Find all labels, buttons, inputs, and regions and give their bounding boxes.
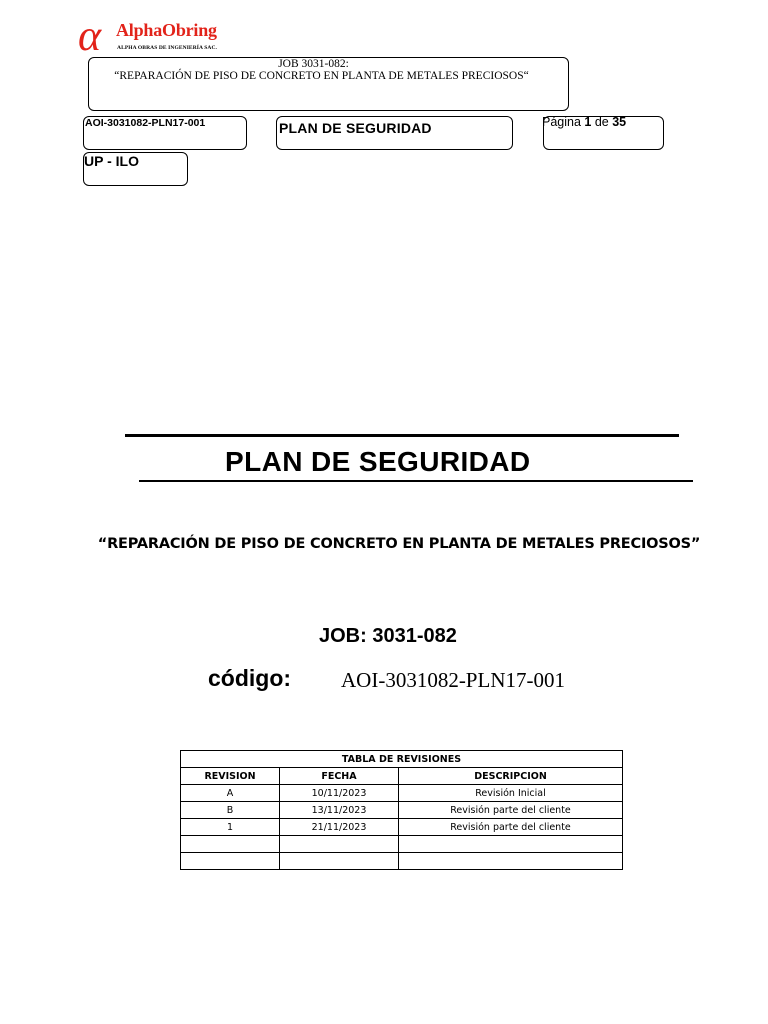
column-header-fecha: FECHA [280, 768, 399, 785]
revision-cell [181, 836, 280, 853]
header-unit-box [83, 152, 188, 186]
fecha-cell [280, 853, 399, 870]
table-row [181, 836, 623, 853]
revisions-header-row [181, 768, 623, 785]
cover-title: PLAN DE SEGURIDAD [225, 446, 531, 477]
header-doc-code: AOI-3031082-PLN17-001 [85, 117, 206, 129]
revisions-caption: TABLA DE REVISIONES [181, 751, 623, 768]
header-unit: UP - ILO [84, 153, 139, 169]
cover-code-value: AOI-3031082-PLN17-001 [341, 668, 565, 692]
fecha-cell: 21/11/2023 [280, 819, 399, 836]
table-row [181, 819, 623, 836]
fecha-cell [280, 836, 399, 853]
header-doc-title: PLAN DE SEGURIDAD [279, 120, 432, 136]
table-row [181, 853, 623, 870]
company-logo-symbol: α [78, 11, 102, 60]
cover-code-label: código: [208, 665, 292, 691]
title-rule-top [125, 434, 679, 437]
revisions-table [180, 750, 623, 870]
header-job-line: JOB 3031-082: [278, 58, 349, 70]
table-row [181, 785, 623, 802]
descripcion-cell [399, 853, 623, 870]
company-logo-subtitle: ALPHA OBRAS DE INGENIERÍA SAC. [117, 45, 218, 51]
column-header-descripcion: DESCRIPCION [399, 768, 623, 785]
revision-cell [181, 853, 280, 870]
title-rule-bottom [139, 480, 693, 482]
cover-job-number: JOB: 3031-082 [319, 625, 457, 647]
header-doc-code-box [83, 116, 247, 150]
revision-cell: A [181, 785, 280, 802]
header-doc-title-box [276, 116, 513, 150]
descripcion-cell: Revisión Inicial [399, 785, 623, 802]
descripcion-cell: Revisión parte del cliente [399, 819, 623, 836]
fecha-cell: 10/11/2023 [280, 785, 399, 802]
descripcion-cell [399, 836, 623, 853]
fecha-cell: 13/11/2023 [280, 802, 399, 819]
header-project-box [88, 57, 569, 111]
revision-cell: B [181, 802, 280, 819]
company-logo-name: AlphaObring [116, 20, 217, 40]
descripcion-cell: Revisión parte del cliente [399, 802, 623, 819]
table-row [181, 802, 623, 819]
revision-cell: 1 [181, 819, 280, 836]
header-project-line: “REPARACIÓN DE PISO DE CONCRETO EN PLANTA DE METALES PRECIOSOS“ [114, 70, 529, 82]
page-number: Página 1 de 35 [542, 115, 627, 129]
column-header-revision: REVISION [181, 768, 280, 785]
cover-project-name: “REPARACIÓN DE PISO DE CONCRETO EN PLANTA DE METALES PRECIOSOS” [97, 536, 701, 552]
header-page-box [543, 116, 664, 150]
revisions-caption-row [181, 751, 623, 768]
